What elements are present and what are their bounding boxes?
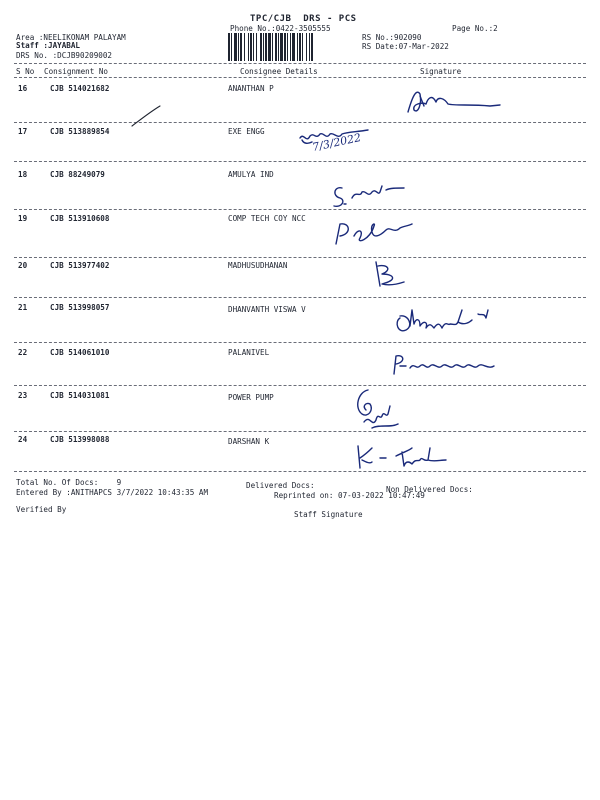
non-delivered-docs: Non Delivered Docs: [386,485,473,494]
row-s-no: 24 [18,435,28,444]
signature-row-16 [400,84,510,120]
row-divider [14,342,586,343]
signature-row-22 [388,350,508,382]
barcode-bar [253,33,254,61]
barcode-bar [306,33,307,61]
signature-row-20 [370,258,410,292]
signature-row-21 [392,302,502,338]
row-divider [14,385,586,386]
barcode-bar [275,33,277,61]
signature-row-18 [330,178,430,214]
row-s-no: 17 [18,127,28,136]
barcode-bar [290,33,291,61]
row-s-no: 18 [18,170,28,179]
barcode-bar [278,33,279,61]
row-divider [14,257,586,258]
row-consignment: CJB 513910608 [50,214,110,223]
row-consignment: CJB 513998057 [50,303,110,312]
barcode-bar [292,33,295,61]
barcode-bar [248,33,249,61]
row-consignment: CJB 513889854 [50,127,110,136]
barcode-bar [272,33,273,61]
drs-number: DRS No. :DCJB90209002 [16,51,113,60]
row-divider [14,297,586,298]
page-number: Page No.:2 [452,24,498,33]
rs-number: RS No.:902090 [362,33,422,42]
entered-by: Entered By :ANITHAPCS 3/7/2022 10:43:35 AM [16,488,209,497]
header-top-rule [14,63,586,64]
row-s-no: 21 [18,303,28,312]
row-s-no: 20 [18,261,28,270]
delivered-docs: Delivered Docs: [246,481,315,490]
row-consignee: COMP TECH COY NCC [228,214,306,223]
barcode-bar [284,33,286,61]
barcode-bar [297,33,298,61]
barcode [228,33,352,61]
signature-row-24 [352,440,462,472]
barcode-bar [265,33,267,61]
barcode-bar [238,33,239,61]
row-consignment: CJB 513977402 [50,261,110,270]
row-consignee: DHANVANTH VISWA V [228,305,306,314]
row-consignee: POWER PUMP [228,393,274,402]
barcode-bar [299,33,301,61]
pen-tick-mark [128,104,164,130]
signature-row-19 [330,214,430,252]
barcode-bar [240,33,242,61]
row-consignment: CJB 514021682 [50,84,110,93]
row-s-no: 16 [18,84,28,93]
document-title: TPC/CJB DRS - PCS [250,14,357,24]
row-divider [14,431,586,432]
staff-signature: Staff Signature [294,510,363,519]
row-consignee: EXE ENGG [228,127,265,136]
total-docs: Total No. Of Docs: 9 [16,478,122,487]
reprinted-on: Reprinted on: 07-03-2022 10:47:49 [274,491,425,500]
phone-number: Phone No.:0422-3505555 [230,24,331,33]
barcode-bar [280,33,283,61]
barcode-bar [228,33,230,61]
header-bottom-rule [14,77,586,78]
row-s-no: 23 [18,391,28,400]
row-consignee: PALANIVEL [228,348,270,357]
barcode-bar [231,33,232,61]
barcode-bar [250,33,252,61]
barcode-bar [268,33,271,61]
rs-date: RS Date:07-Mar-2022 [362,42,449,51]
barcode-bar [234,33,237,61]
col-header-s-no: S No [16,67,35,76]
row-consignment: CJB 514031081 [50,391,110,400]
row-consignee: ANANTHAN P [228,84,274,93]
row-consignment: CJB 514061010 [50,348,110,357]
row-consignee: MADHUSUDHANAN [228,261,288,270]
barcode-bar [302,33,303,61]
row-s-no: 22 [18,348,28,357]
row-s-no: 19 [18,214,28,223]
row-consignee: DARSHAN K [228,437,270,446]
staff-label: Staff :JAYABAL [16,41,81,50]
barcode-bar [244,33,245,61]
area-label: Area :NEELIKONAM PALAYAM [16,33,126,42]
col-header-signature: Signature [420,67,462,76]
col-header-consignment-no: Consignment No [44,67,109,76]
table-bottom-rule [14,471,586,472]
row-consignment: CJB 513998088 [50,435,110,444]
verified-by: Verified By [16,505,67,514]
barcode-bar [256,33,257,61]
barcode-bar [263,33,264,61]
row-divider [14,209,586,210]
barcode-bar [287,33,288,61]
barcode-bar [260,33,262,61]
handwritten-date: 7/3/2022 [311,131,363,154]
barcode-bar [309,33,310,61]
col-header-consignee-details: Consignee Details [240,67,318,76]
signature-row-23 [350,384,410,436]
row-consignee: AMULYA IND [228,170,274,179]
row-consignment: CJB 88249079 [50,170,105,179]
barcode-bar [311,33,313,61]
